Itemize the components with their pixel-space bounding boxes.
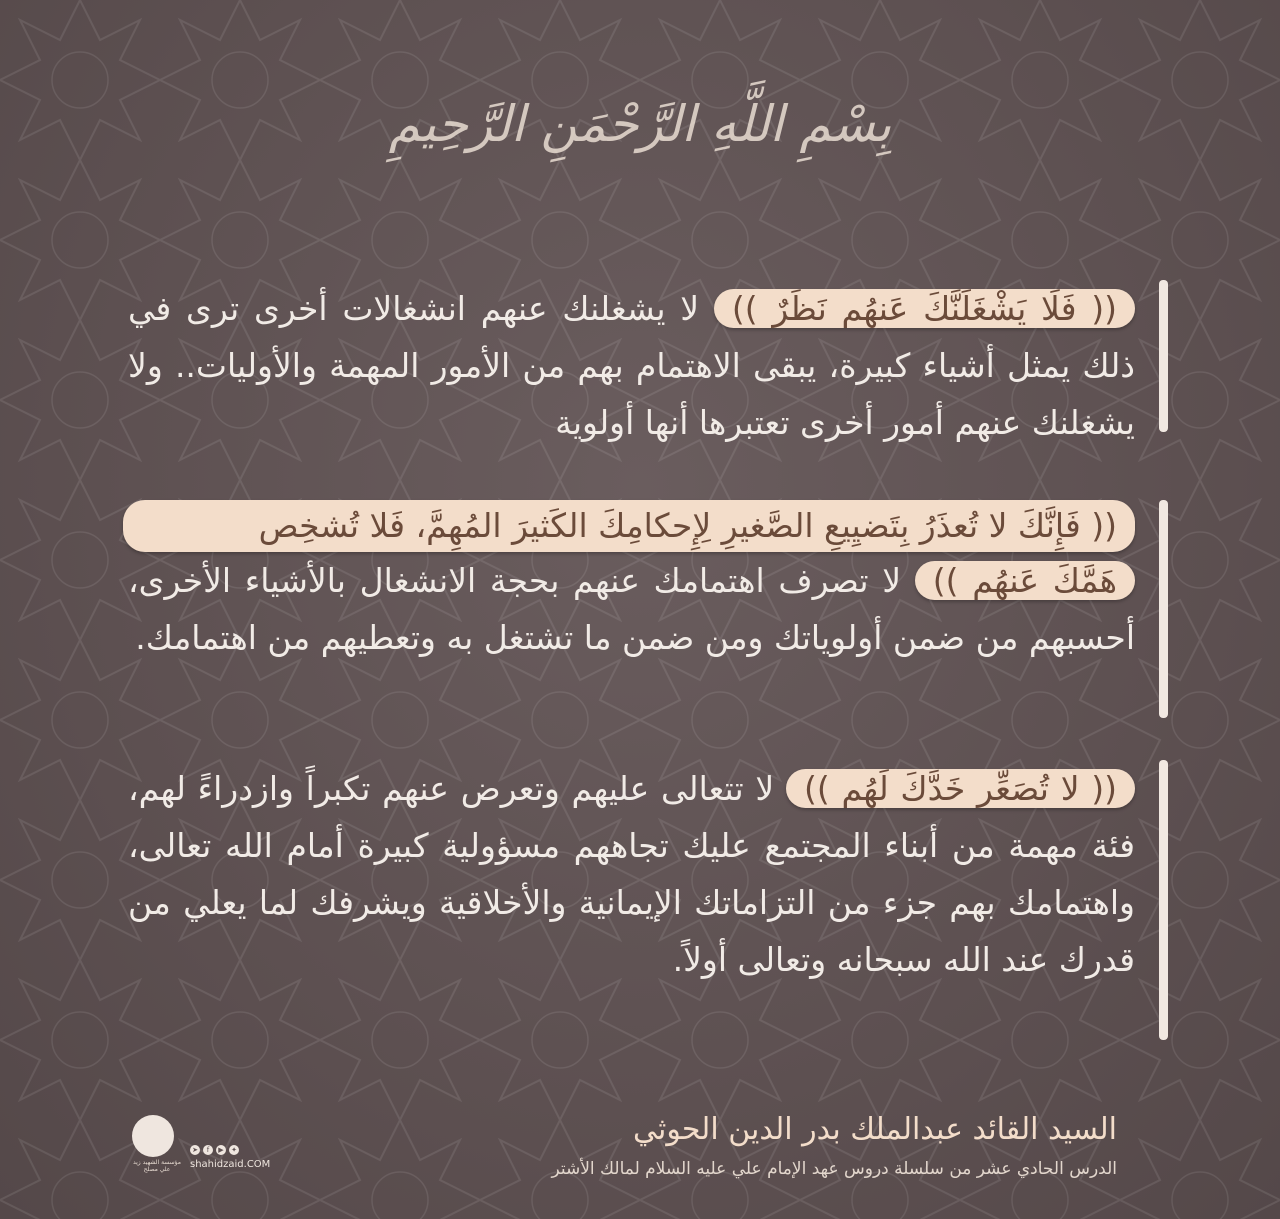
- paragraph-bar: [1159, 500, 1168, 718]
- paragraph-text: [128, 552, 1135, 666]
- quote-highlight-line-2: هَمَّكَ عَنهُم )): [915, 561, 1135, 600]
- lesson-series: الدرس الحادي عشر من سلسلة دروس عهد الإمام علي عليه السلام لمالك الأشتر: [551, 1159, 1117, 1179]
- facebook-icon[interactable]: f: [203, 1145, 213, 1155]
- paragraph-text: [128, 760, 1135, 988]
- paragraph-body: لا تتعالى عليهم وتعرض عنهم تكبراً وازدراءً لهم، فئة مهمة من أبناء المجتمع عليك تجاههم مسؤولية كبيرة أمام الله تعالى، واهتمامك بهم جزء من التزاماتك الإيمانية والأخلاقية ويشرفك لما يعلي من قدرك عند الله سبحانه وتعالى أولاً.: [128, 769, 1135, 979]
- brand-footer: [132, 1115, 272, 1185]
- twitter-icon[interactable]: ✦: [229, 1145, 239, 1155]
- website-link[interactable]: shahidzaid.COM: [190, 1159, 271, 1170]
- basmala-calligraphy: بِسْمِ اللَّهِ الرَّحْمَنِ الرَّحِيمِ: [388, 95, 892, 153]
- paragraph-bar: [1159, 760, 1168, 1040]
- paragraph-text: [128, 280, 1135, 451]
- youtube-icon[interactable]: ▶: [216, 1145, 226, 1155]
- paragraph-body: لا تصرف اهتمامك عنهم بحجة الانشغال بالأشياء الأخرى، أحسبهم من ضمن أولوياتك ومن ضمن ما تشتغل به وتعطيهم من اهتمامك.: [128, 561, 1135, 657]
- quote-highlight: (( لا تُصَعِّر خَدَّكَ لَهُم )): [786, 769, 1135, 808]
- telegram-icon[interactable]: ➤: [190, 1145, 200, 1155]
- paragraph-bar: [1159, 280, 1168, 432]
- foundation-logo: [132, 1115, 174, 1157]
- paragraph-body: لا يشغلنك عنهم انشغالات أخرى ترى في ذلك يمثل أشياء كبيرة، يبقى الاهتمام بهم من الأمور المهمة والأوليات.. ولا يشغلنك عنهم أمور أخرى تعتبرها أنها أولوية: [128, 289, 1135, 442]
- social-icons: [190, 1145, 239, 1155]
- foundation-name: مؤسسة الشهيد زيد علي مصلح: [132, 1159, 181, 1173]
- paragraph-block-2: [128, 500, 1168, 718]
- author-name: السيد القائد عبدالملك بدر الدين الحوثي: [632, 1112, 1117, 1147]
- quote-highlight-line-1: (( فَإِنَّكَ لا تُعذَرُ بِتَضيِيعِ الصَّغيرِ لِإِحكامِكَ الكَثيرَ المُهِمَّ، فَلا تُشخِص: [123, 500, 1135, 552]
- quote-highlight: (( فَلَا يَشْغَلَنَّكَ عَنهُم نَظَرٌ )): [714, 289, 1135, 328]
- paragraph-block-1: [128, 280, 1168, 442]
- paragraph-block-3: [128, 760, 1168, 1040]
